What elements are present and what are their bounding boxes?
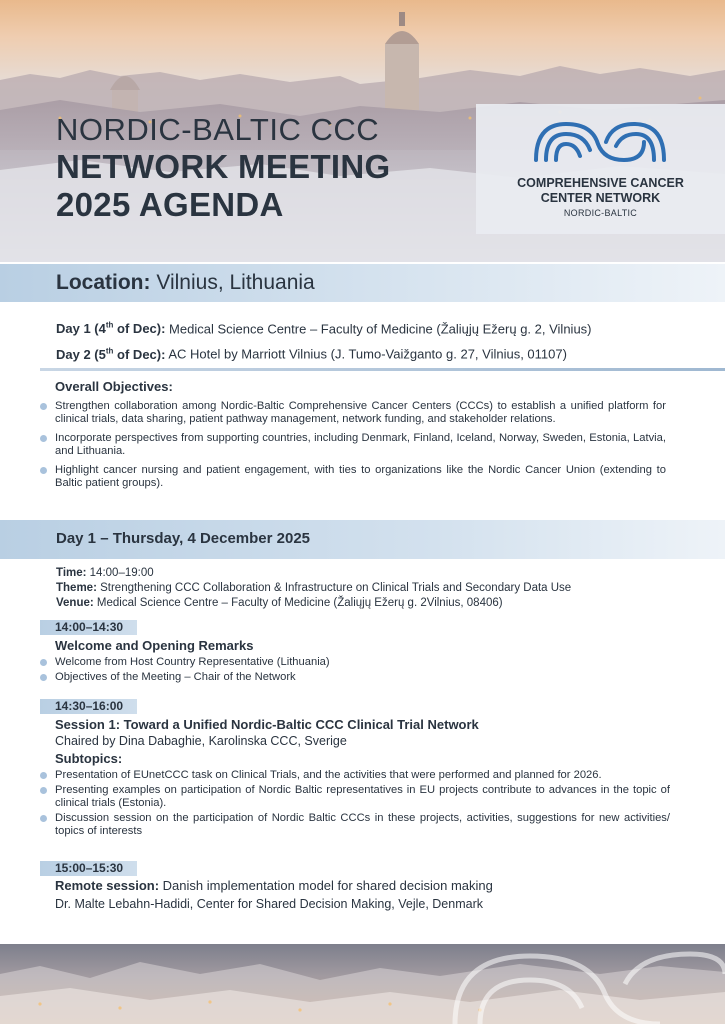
day-venue-label: Day 2 (5th of Dec): xyxy=(56,346,166,362)
list-item: Highlight cancer nursing and patient engagement, with ties to organizations like the Nordic Cancer Union (extending to Baltic patient groups). xyxy=(40,464,666,490)
day-venue-label: Day 1 (4th of Dec): xyxy=(56,321,166,337)
session-speaker: Dr. Malte Lebahn-Hadidi, Center for Shared Decision Making, Vejle, Denmark xyxy=(55,897,483,911)
session-time-tag: 14:30–16:00 xyxy=(40,699,137,714)
day-venue-2 xyxy=(56,340,592,365)
title-line-2: NETWORK MEETING xyxy=(56,148,391,185)
theme-line: Theme: Strengthening CCC Collaboration & Infrastructure on Clinical Trials and Secondary Data Use xyxy=(56,582,572,594)
header-banner xyxy=(0,0,725,262)
session-items xyxy=(40,656,670,684)
session-block xyxy=(40,877,670,913)
session-title: Welcome and Opening Remarks xyxy=(55,638,254,653)
venue-days xyxy=(56,315,592,366)
session-title: Remote session: Danish implementation model for shared decision making xyxy=(55,878,493,893)
session-title: Session 1: Toward a Unified Nordic-Baltic CCC Clinical Trial Network xyxy=(55,717,479,732)
session-block xyxy=(40,716,670,838)
wave-arcs-logo-icon xyxy=(532,118,668,164)
day-venue-value: Medical Science Centre – Faculty of Medicine (Žaliųjų Ežerų g. 2, Vilnius) xyxy=(165,321,592,337)
objectives-list xyxy=(40,400,666,490)
logo-name-line-1: COMPREHENSIVE CANCER xyxy=(517,176,684,190)
objectives-heading: Overall Objectives: xyxy=(55,379,173,394)
bullet-dot-icon xyxy=(40,467,47,474)
section-divider xyxy=(40,368,725,371)
list-item: Welcome from Host Country Representative (Lithuania) xyxy=(40,656,670,669)
bullet-dot-icon xyxy=(40,787,47,794)
day-heading-band xyxy=(0,520,725,559)
day-heading: Day 1 – Thursday, 4 December 2025 xyxy=(56,530,311,547)
list-item: Objectives of the Meeting – Chair of the Network xyxy=(40,671,670,684)
venue-line: Venue: Medical Science Centre – Faculty of Medicine (Žaliųjų Ežerų g. 2Vilnius, 08406) xyxy=(56,597,503,609)
session-block xyxy=(40,637,670,684)
bullet-dot-icon xyxy=(40,815,47,822)
footer-banner xyxy=(0,944,725,1024)
bullet-dot-icon xyxy=(40,403,47,410)
list-item: Strengthen collaboration among Nordic-Baltic Comprehensive Cancer Centers (CCCs) to establish a unified platform for clinical trials, data sharing, patient pathway management, network funding, and stakeholder relations. xyxy=(40,400,666,426)
list-item: Incorporate perspectives from supporting countries, including Denmark, Finland, Iceland, Norway, Sweden, Estonia, Latvia, and Lithuania. xyxy=(40,432,666,458)
logo-wordmark xyxy=(476,176,725,206)
title-line-1: NORDIC-BALTIC CCC xyxy=(56,112,380,147)
day-venue-value: AC Hotel by Marriott Vilnius (J. Tumo-Vaižganto g. 27, Vilnius, 01107) xyxy=(165,346,567,362)
day-venue-1 xyxy=(56,315,592,340)
location-band xyxy=(0,264,725,302)
session-time-tag: 14:00–14:30 xyxy=(40,620,137,635)
session-time-tag: 15:00–15:30 xyxy=(40,861,137,876)
session-chair: Chaired by Dina Dabaghie, Karolinska CCC, Sverige xyxy=(55,734,347,748)
list-item: Presenting examples on participation of Nordic Baltic representatives in EU projects contribute to advances in the topic of clinical trials (Estonia). xyxy=(40,784,670,810)
time-line: Time: 14:00–19:00 xyxy=(56,567,154,579)
footer-cityscape-illustration xyxy=(0,944,725,1024)
title-line-3: 2025 AGENDA xyxy=(56,186,284,223)
day-meta xyxy=(56,566,571,611)
bullet-dot-icon xyxy=(40,772,47,779)
bullet-dot-icon xyxy=(40,674,47,681)
bullet-dot-icon xyxy=(40,435,47,442)
session-items xyxy=(40,769,670,838)
list-item: Presentation of EUnetCCC task on Clinical Trials, and the activities that were performed and planned for 2026. xyxy=(40,769,670,782)
location-line xyxy=(56,271,315,295)
bullet-dot-icon xyxy=(40,659,47,666)
location-label: Location: xyxy=(56,271,151,294)
logo-subtitle: NORDIC-BALTIC xyxy=(563,208,638,218)
list-item: Discussion session on the participation of Nordic Baltic CCCs in these projects, activities, suggestions for new activities/ topics of interests xyxy=(40,812,670,838)
objectives-section xyxy=(40,379,666,490)
document-title xyxy=(56,112,390,224)
logo-name-line-2: CENTER NETWORK xyxy=(540,191,661,205)
network-logo-panel xyxy=(476,104,725,234)
location-value: Vilnius, Lithuania xyxy=(150,271,315,294)
subtopics-label: Subtopics: xyxy=(55,751,123,766)
